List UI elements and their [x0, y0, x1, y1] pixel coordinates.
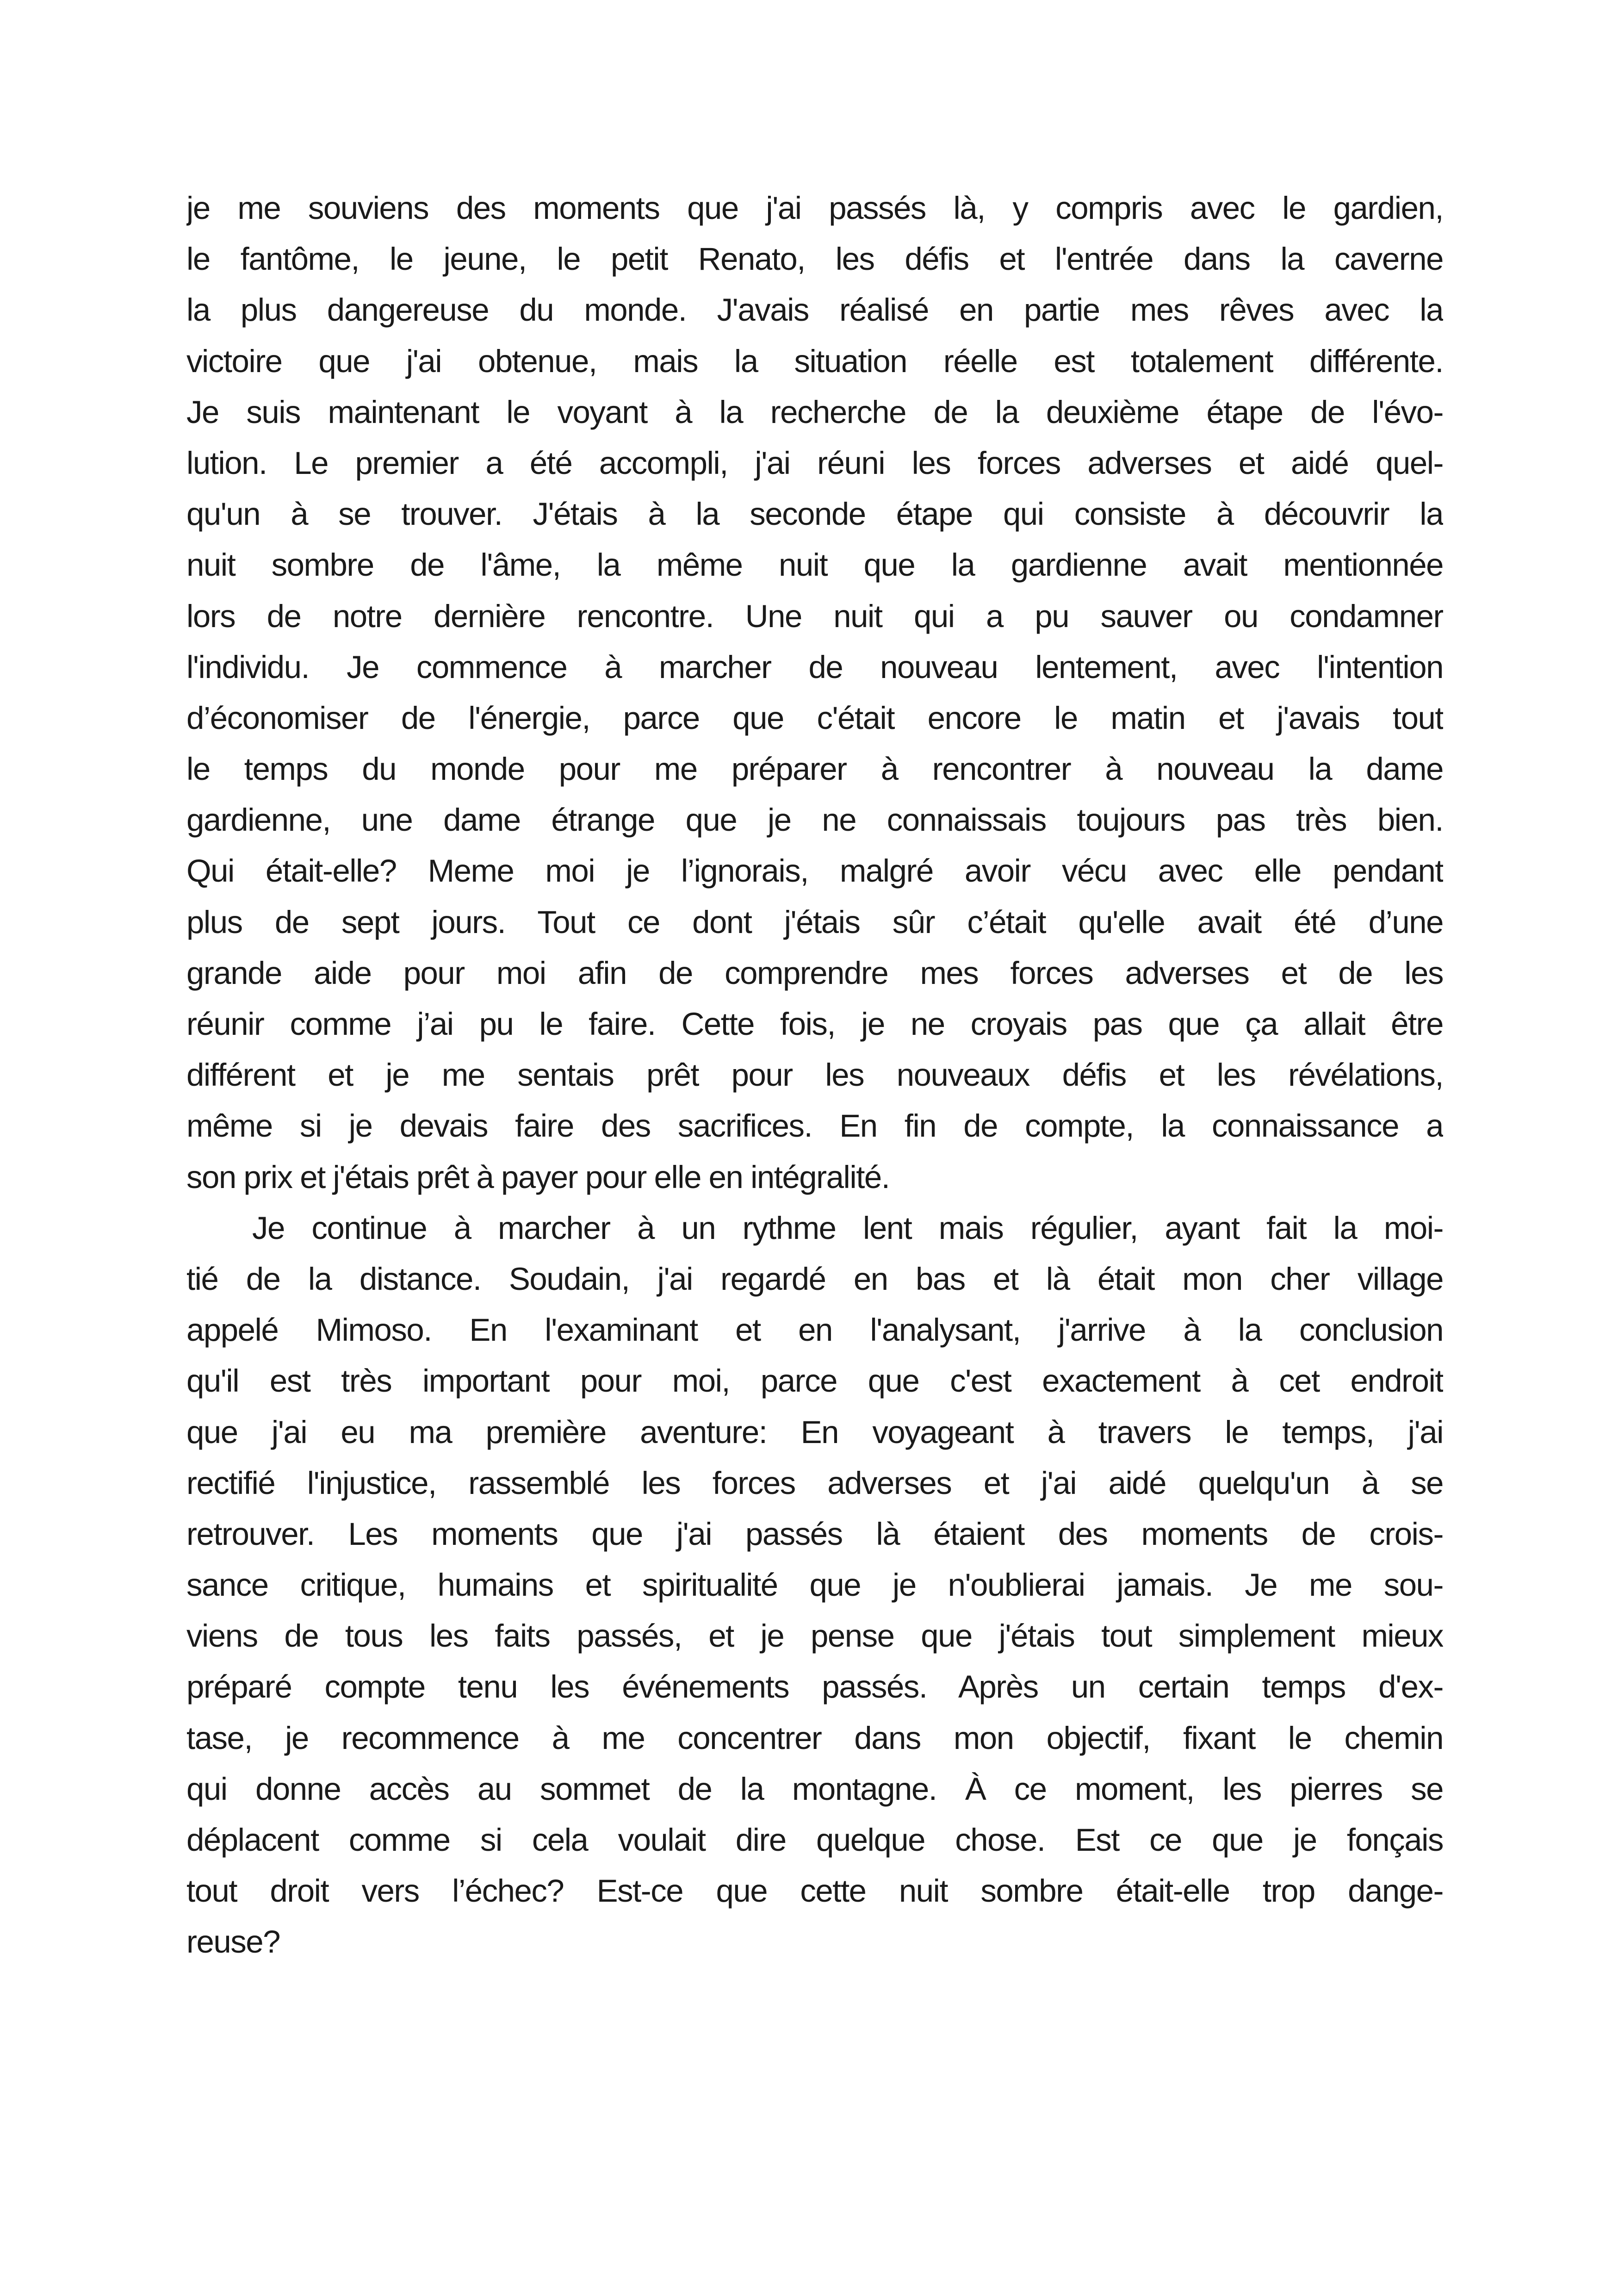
- text-line: sance critique, humains et spiritualité que je n'oublierai jamais. Je me sou-: [186, 1567, 1443, 1603]
- text-line: nuit sombre de l'âme, la même nuit que la gardienne avait mentionnée: [186, 547, 1443, 583]
- text-line: retrouver. Les moments que j'ai passés là étaient des moments de crois-: [186, 1516, 1443, 1552]
- text-line: déplacent comme si cela voulait dire quelque chose. Est ce que je fonçais: [186, 1822, 1443, 1858]
- body-text: [186, 183, 1443, 1968]
- text-line: Je continue à marcher à un rythme lent mais régulier, ayant fait la moi-: [252, 1210, 1443, 1246]
- text-line: Qui était-elle? Meme moi je l’ignorais, malgré avoir vécu avec elle pendant: [186, 853, 1443, 889]
- paragraph-1: [186, 183, 1443, 1203]
- text-line: grande aide pour moi afin de comprendre mes forces adverses et de les: [186, 955, 1443, 991]
- text-line: viens de tous les faits passés, et je pense que j'étais tout simplement mieux: [186, 1618, 1443, 1654]
- text-line: gardienne, une dame étrange que je ne connaissais toujours pas très bien.: [186, 802, 1443, 838]
- text-line: qui donne accès au sommet de la montagne. À ce moment, les pierres se: [186, 1771, 1443, 1807]
- text-line: que j'ai eu ma première aventure: En voyageant à travers le temps, j'ai: [186, 1414, 1443, 1450]
- text-line: lors de notre dernière rencontre. Une nuit qui a pu sauver ou condamner: [186, 598, 1443, 634]
- text-line: le temps du monde pour me préparer à rencontrer à nouveau la dame: [186, 751, 1443, 787]
- text-line: je me souviens des moments que j'ai passés là, y compris avec le gardien,: [186, 190, 1443, 226]
- text-line: l'individu. Je commence à marcher de nouveau lentement, avec l'intention: [186, 649, 1443, 685]
- text-line: préparé compte tenu les événements passés. Après un certain temps d'ex-: [186, 1669, 1443, 1705]
- text-line: la plus dangereuse du monde. J'avais réalisé en partie mes rêves avec la: [186, 292, 1443, 328]
- text-line: rectifié l'injustice, rassemblé les forces adverses et j'ai aidé quelqu'un à se: [186, 1465, 1443, 1501]
- text-line: même si je devais faire des sacrifices. En fin de compte, la connaissance a: [186, 1108, 1443, 1144]
- text-line: qu'il est très important pour moi, parce que c'est exactement à cet endroit: [186, 1363, 1443, 1399]
- text-line: appelé Mimoso. En l'examinant et en l'analysant, j'arrive à la conclusion: [186, 1312, 1443, 1348]
- text-line: lution. Le premier a été accompli, j'ai réuni les forces adverses et aidé quel-: [186, 445, 1443, 481]
- text-line: d’économiser de l'énergie, parce que c'était encore le matin et j'avais tout: [186, 700, 1443, 736]
- text-line: le fantôme, le jeune, le petit Renato, les défis et l'entrée dans la caverne: [186, 241, 1443, 277]
- text-line: tout droit vers l’échec? Est-ce que cette nuit sombre était-elle trop dange-: [186, 1873, 1443, 1909]
- text-line: tié de la distance. Soudain, j'ai regardé en bas et là était mon cher village: [186, 1261, 1443, 1297]
- paragraph-2: [186, 1203, 1443, 1968]
- text-line: Je suis maintenant le voyant à la recherche de la deuxième étape de l'évo-: [186, 394, 1443, 430]
- text-line: réunir comme j’ai pu le faire. Cette fois, je ne croyais pas que ça allait être: [186, 1006, 1443, 1042]
- text-line: plus de sept jours. Tout ce dont j'étais sûr c’était qu'elle avait été d’une: [186, 904, 1443, 940]
- text-line: victoire que j'ai obtenue, mais la situation réelle est totalement différente.: [186, 343, 1443, 379]
- text-line: tase, je recommence à me concentrer dans mon objectif, fixant le chemin: [186, 1720, 1443, 1756]
- text-line: qu'un à se trouver. J'étais à la seconde étape qui consiste à découvrir la: [186, 496, 1443, 532]
- text-line: son prix et j'étais prêt à payer pour elle en intégralité.: [186, 1159, 890, 1195]
- text-line: différent et je me sentais prêt pour les nouveaux défis et les révélations,: [186, 1057, 1443, 1093]
- text-line: reuse?: [186, 1924, 280, 1960]
